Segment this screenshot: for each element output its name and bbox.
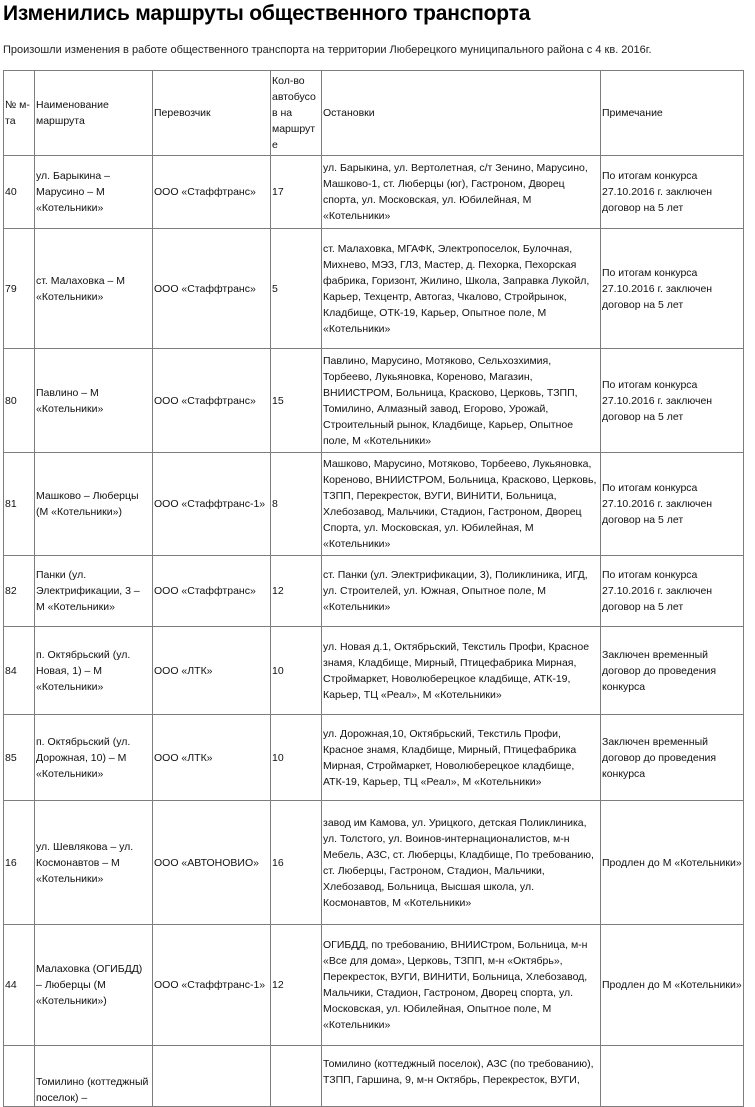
- table-row: [4, 349, 744, 453]
- cell-carrier: ООО «ЛТК»: [153, 627, 271, 715]
- table-row: [4, 715, 744, 801]
- cell-route-name: п. Октябрьский (ул. Новая, 1) – М «Котельники»: [35, 627, 153, 715]
- cell-carrier: ООО «Стаффтранс»: [153, 229, 271, 349]
- cell-route-name: ул. Шевлякова – ул. Космонавтов – М «Котельники»: [35, 801, 153, 925]
- cell-route-name: Малаховка (ОГИБДД) – Люберцы (М «Котельники»): [35, 925, 153, 1046]
- cell-carrier: ООО «Стаффтранс-1»: [153, 453, 271, 556]
- cell-bus-count: 17: [271, 156, 322, 229]
- cell-note: Заключен временный договор до проведения конкурса: [601, 715, 744, 801]
- cell-stops: Томилино (коттеджный поселок), АЗС (по требованию), ТЗПП, Гаршина, 9, м-н Октябрь, Перекресток, ВУГИ,: [322, 1046, 601, 1107]
- cell-note: [601, 1046, 744, 1107]
- header-route-name: Наименование маршрута: [35, 71, 153, 156]
- table-header-row: [4, 71, 744, 156]
- cell-route-number: [4, 1046, 35, 1107]
- cell-bus-count: 12: [271, 925, 322, 1046]
- cell-note: По итогам конкурса 27.10.2016 г. заключен договор на 5 лет: [601, 349, 744, 453]
- cell-route-name: ул. Барыкина – Марусино – М «Котельники»: [35, 156, 153, 229]
- cell-route-name: Томилино (коттеджный поселок) –: [35, 1046, 153, 1107]
- cell-route-number: 81: [4, 453, 35, 556]
- table-row: [4, 925, 744, 1046]
- routes-table: [3, 70, 744, 1107]
- cell-bus-count: 8: [271, 453, 322, 556]
- cell-route-number: 16: [4, 801, 35, 925]
- cell-carrier: ООО «Стаффтранс-1»: [153, 925, 271, 1046]
- cell-stops: завод им Камова, ул. Урицкого, детская Поликлиника, ул. Толстого, ул. Воинов-интернационалистов, м-н Мебель, АЗС, ст. Люберцы, Кладбище, По требованию, ст. Люберцы, Гастроном, Стадион, Мальчики, Хлебозавод, Больница, Высшая школа, ул. Космонавтов, М «Котельники»: [322, 801, 601, 925]
- cell-bus-count: 16: [271, 801, 322, 925]
- cell-route-number: 79: [4, 229, 35, 349]
- cell-carrier: ООО «АВТОНОВИО»: [153, 801, 271, 925]
- cell-carrier: ООО «Стаффтранс»: [153, 156, 271, 229]
- cell-note: По итогам конкурса 27.10.2016 г. заключен договор на 5 лет: [601, 156, 744, 229]
- cell-bus-count: 10: [271, 627, 322, 715]
- header-route-number: № м-та: [4, 71, 35, 156]
- cell-carrier: ООО «ЛТК»: [153, 715, 271, 801]
- cell-stops: Павлино, Марусино, Мотяково, Сельхозхимия, Торбеево, Лукьяновка, Кореново, Магазин, ВНИИСТРОМ, Больница, Красково, Церковь, ТЗПП, Томилино, Алмазный завод, Егорово, Урожай, Строительный рынок, Кладбище, Карьер, Опытное поле, М «Котельники»: [322, 349, 601, 453]
- table-row: [4, 229, 744, 349]
- header-carrier: Перевозчик: [153, 71, 271, 156]
- table-row: [4, 156, 744, 229]
- cell-note: Продлен до М «Котельники»: [601, 925, 744, 1046]
- header-note: Примечание: [601, 71, 744, 156]
- cell-bus-count: 5: [271, 229, 322, 349]
- cell-note: Продлен до М «Котельники»: [601, 801, 744, 925]
- cell-route-name: п. Октябрьский (ул. Дорожная, 10) – М «Котельники»: [35, 715, 153, 801]
- table-row: [4, 1046, 744, 1107]
- page-title: Изменились маршруты общественного транспорта: [3, 2, 531, 25]
- header-bus-count: Кол-во автобусов на маршруте: [271, 71, 322, 156]
- cell-stops: ул. Новая д.1, Октябрьский, Текстиль Профи, Красное знамя, Кладбище, Мирный, Птицефабрика Мирная, Строймаркет, Новолюберецкое кладбище, АТК-19, Карьер, ТЦ «Реал», М «Котельники»: [322, 627, 601, 715]
- header-stops: Остановки: [322, 71, 601, 156]
- intro-text: Произошли изменения в работе общественного транспорта на территории Люберецкого муниципального района с 4 кв. 2016г.: [3, 44, 652, 56]
- cell-route-number: 40: [4, 156, 35, 229]
- cell-route-name: Павлино – М «Котельники»: [35, 349, 153, 453]
- cell-stops: Машково, Марусино, Мотяково, Торбеево, Лукьяновка, Кореново, ВНИИСТРОМ, Больница, Красково, Церковь, ТЗПП, Перекресток, ВУГИ, ВИНИТИ, Больница, Хлебозавод, Мальчики, Стадион, Гастроном, Дворец Спорта, ул. Московская, ул. Юбилейная, М «Котельники»: [322, 453, 601, 556]
- cell-note: По итогам конкурса 27.10.2016 г. заключен договор на 5 лет: [601, 229, 744, 349]
- cell-bus-count: 12: [271, 556, 322, 627]
- cell-route-name: Машково – Люберцы (М «Котельники»): [35, 453, 153, 556]
- cell-route-number: 80: [4, 349, 35, 453]
- cell-stops: ОГИБДД, по требованию, ВНИИСтром, Больница, м-н «Все для дома», Церковь, ТЗПП, м-н «Октябрь», Перекресток, ВУГИ, ВИНИТИ, Больница, Хлебозавод, Мальчики, Стадион, Гастроном, Дворец спорта, ул. Московская, ул. Юбилейная, Опытное поле, М «Котельники»: [322, 925, 601, 1046]
- cell-stops: ул. Дорожная,10, Октябрьский, Текстиль Профи, Красное знамя, Кладбище, Мирный, Птицефабрика Мирная, Строймаркет, Новолюберецкое кладбище, АТК-19, Карьер, ТЦ «Реал», М «Котельники»: [322, 715, 601, 801]
- cell-note: По итогам конкурса 27.10.2016 г. заключен договор на 5 лет: [601, 453, 744, 556]
- cell-carrier: [153, 1046, 271, 1107]
- cell-bus-count: 15: [271, 349, 322, 453]
- table-row: [4, 801, 744, 925]
- cell-route-number: 84: [4, 627, 35, 715]
- cell-route-number: 44: [4, 925, 35, 1046]
- cell-note: Заключен временный договор до проведения конкурса: [601, 627, 744, 715]
- cell-route-number: 82: [4, 556, 35, 627]
- table-row: [4, 627, 744, 715]
- cell-route-name: ст. Малаховка – М «Котельники»: [35, 229, 153, 349]
- cell-carrier: ООО «Стаффтранс»: [153, 349, 271, 453]
- cell-bus-count: 10: [271, 715, 322, 801]
- cell-note: По итогам конкурса 27.10.2016 г. заключен договор на 5 лет: [601, 556, 744, 627]
- cell-stops: ст. Малаховка, МГАФК, Электропоселок, Булочная, Михнево, МЭЗ, ГЛЗ, Мастер, д. Пехорка, Пехорская фабрика, Горизонт, Жилино, Школа, Заправка Лукойл, Карьер, Техцентр, Автогаз, Чкалово, Стройрынок, Кладбище, ОТК-19, Карьер, Опытное поле, М «Котельники»: [322, 229, 601, 349]
- table-row: [4, 556, 744, 627]
- cell-bus-count: [271, 1046, 322, 1107]
- cell-stops: ст. Панки (ул. Электрификации, 3), Поликлиника, ИГД, ул. Строителей, ул. Южная, Опытное поле, М «Котельники»: [322, 556, 601, 627]
- table-row: [4, 453, 744, 556]
- cell-carrier: ООО «Стаффтранс»: [153, 556, 271, 627]
- cell-route-name: Панки (ул. Электрификации, 3 – М «Котельники»: [35, 556, 153, 627]
- cell-stops: ул. Барыкина, ул. Вертолетная, с/т Зенино, Марусино, Машково-1, ст. Люберцы (юг), Гастроном, Дворец спорта, ул. Московская, ул. Юбилейная, М «Котельники»: [322, 156, 601, 229]
- cell-route-number: 85: [4, 715, 35, 801]
